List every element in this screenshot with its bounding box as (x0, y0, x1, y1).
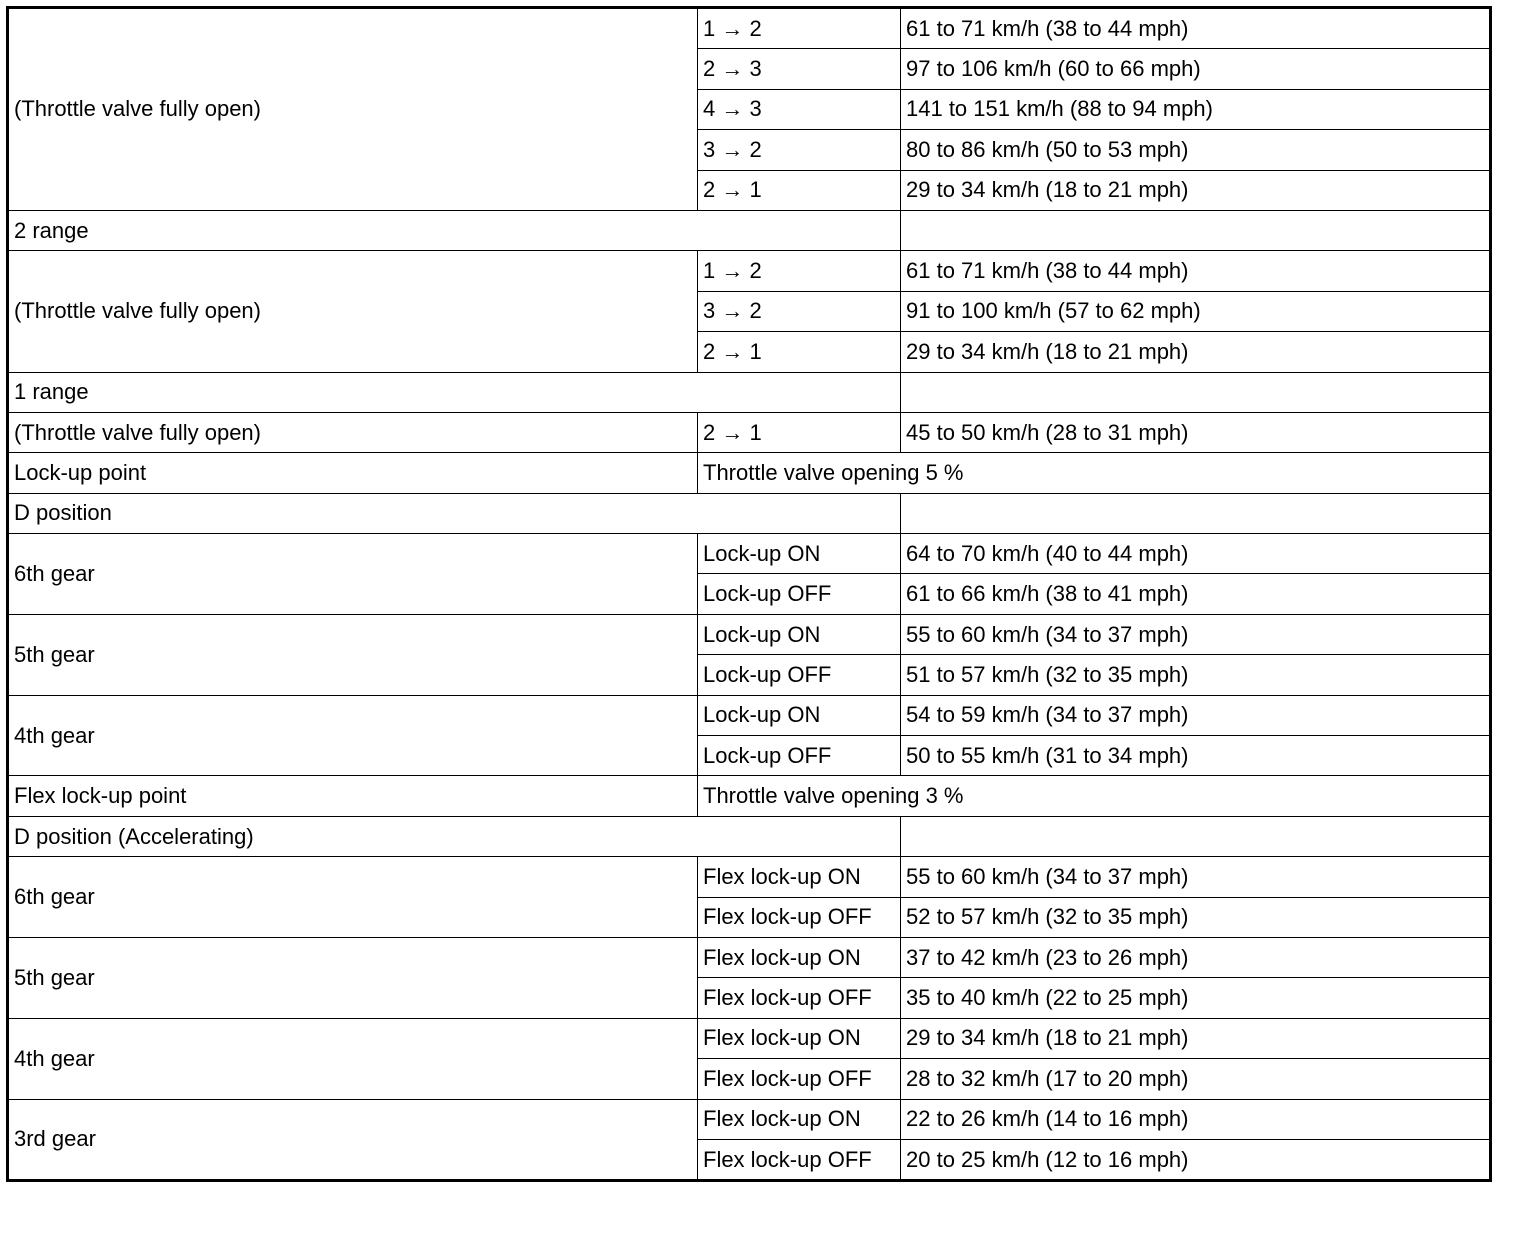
speed-value-cell: 50 to 55 km/h (31 to 34 mph) (901, 736, 1491, 776)
table-row (8, 614, 1491, 654)
speed-value-cell: 80 to 86 km/h (50 to 53 mph) (901, 130, 1491, 170)
condition-label-cell: (Throttle valve fully open) (8, 251, 698, 372)
speed-value-cell: 97 to 106 km/h (60 to 66 mph) (901, 49, 1491, 89)
shift-item-cell: 1 → 2 (698, 8, 901, 49)
speed-value-cell: 20 to 25 km/h (12 to 16 mph) (901, 1139, 1491, 1180)
condition-label-cell: 6th gear (8, 857, 698, 938)
speed-value-cell: 29 to 34 km/h (18 to 21 mph) (901, 332, 1491, 372)
speed-value-cell: 37 to 42 km/h (23 to 26 mph) (901, 937, 1491, 977)
speed-value-cell: 55 to 60 km/h (34 to 37 mph) (901, 857, 1491, 897)
table-row (8, 251, 1491, 291)
section-heading-row (8, 816, 1491, 856)
speed-value-cell: 55 to 60 km/h (34 to 37 mph) (901, 614, 1491, 654)
shift-item-cell: 4 → 3 (698, 89, 901, 129)
lock-up-point-label-cell: Lock-up point (8, 453, 698, 493)
empty-cell (901, 372, 1491, 412)
section-heading-row (8, 493, 1491, 533)
condition-label-cell: (Throttle valve fully open) (8, 8, 698, 211)
shift-item-cell: 1 → 2 (698, 251, 901, 291)
shift-item-cell: 2 → 1 (698, 332, 901, 372)
lock-up-point-row (8, 453, 1491, 493)
section-heading-cell: D position (Accelerating) (8, 816, 901, 856)
section-heading-row (8, 210, 1491, 250)
table-row (8, 695, 1491, 735)
table-row (8, 1018, 1491, 1058)
table-row (8, 937, 1491, 977)
condition-label-cell: 4th gear (8, 695, 698, 776)
empty-cell (901, 776, 1491, 816)
shift-item-cell: Flex lock-up ON (698, 1018, 901, 1058)
speed-value-cell: 61 to 66 km/h (38 to 41 mph) (901, 574, 1491, 614)
condition-label-cell: 5th gear (8, 614, 698, 695)
lock-up-point-label-cell: Flex lock-up point (8, 776, 698, 816)
section-heading-row (8, 372, 1491, 412)
table-row (8, 1099, 1491, 1139)
speed-value-cell: 28 to 32 km/h (17 to 20 mph) (901, 1059, 1491, 1099)
lock-up-point-row (8, 776, 1491, 816)
speed-value-cell: 91 to 100 km/h (57 to 62 mph) (901, 291, 1491, 331)
speed-value-cell: 61 to 71 km/h (38 to 44 mph) (901, 251, 1491, 291)
speed-value-cell: 22 to 26 km/h (14 to 16 mph) (901, 1099, 1491, 1139)
shift-item-cell: Flex lock-up OFF (698, 1059, 901, 1099)
shift-item-cell: Flex lock-up ON (698, 1099, 901, 1139)
shift-item-cell: Flex lock-up ON (698, 937, 901, 977)
shift-item-cell: Lock-up ON (698, 695, 901, 735)
speed-value-cell: 61 to 71 km/h (38 to 44 mph) (901, 8, 1491, 49)
spec-table-body (8, 8, 1491, 1181)
condition-label-cell: (Throttle valve fully open) (8, 412, 698, 452)
shift-point-spec-table (6, 6, 1492, 1182)
empty-cell (901, 493, 1491, 533)
table-row (8, 857, 1491, 897)
speed-value-cell: 52 to 57 km/h (32 to 35 mph) (901, 897, 1491, 937)
shift-item-cell: Flex lock-up OFF (698, 978, 901, 1018)
shift-item-cell: Lock-up OFF (698, 655, 901, 695)
table-row (8, 534, 1491, 574)
empty-cell (901, 210, 1491, 250)
lock-up-point-value-cell: Throttle valve opening 5 % (698, 453, 901, 493)
shift-item-cell: 2 → 3 (698, 49, 901, 89)
section-heading-cell: 1 range (8, 372, 901, 412)
section-heading-cell: 2 range (8, 210, 901, 250)
shift-item-cell: 3 → 2 (698, 291, 901, 331)
speed-value-cell: 29 to 34 km/h (18 to 21 mph) (901, 1018, 1491, 1058)
condition-label-cell: 6th gear (8, 534, 698, 615)
condition-label-cell: 3rd gear (8, 1099, 698, 1181)
table-row (8, 8, 1491, 49)
speed-value-cell: 51 to 57 km/h (32 to 35 mph) (901, 655, 1491, 695)
shift-item-cell: 2 → 1 (698, 170, 901, 210)
shift-item-cell: Flex lock-up ON (698, 857, 901, 897)
speed-value-cell: 29 to 34 km/h (18 to 21 mph) (901, 170, 1491, 210)
speed-value-cell: 64 to 70 km/h (40 to 44 mph) (901, 534, 1491, 574)
shift-item-cell: Flex lock-up OFF (698, 1139, 901, 1180)
shift-item-cell: Lock-up ON (698, 534, 901, 574)
condition-label-cell: 4th gear (8, 1018, 698, 1099)
table-row (8, 412, 1491, 452)
empty-cell (901, 453, 1491, 493)
shift-item-cell: Flex lock-up OFF (698, 897, 901, 937)
section-heading-cell: D position (8, 493, 901, 533)
condition-label-cell: 5th gear (8, 937, 698, 1018)
shift-item-cell: 3 → 2 (698, 130, 901, 170)
lock-up-point-value-cell: Throttle valve opening 3 % (698, 776, 901, 816)
speed-value-cell: 54 to 59 km/h (34 to 37 mph) (901, 695, 1491, 735)
empty-cell (901, 816, 1491, 856)
shift-item-cell: 2 → 1 (698, 412, 901, 452)
shift-item-cell: Lock-up OFF (698, 574, 901, 614)
speed-value-cell: 35 to 40 km/h (22 to 25 mph) (901, 978, 1491, 1018)
speed-value-cell: 45 to 50 km/h (28 to 31 mph) (901, 412, 1491, 452)
shift-item-cell: Lock-up OFF (698, 736, 901, 776)
speed-value-cell: 141 to 151 km/h (88 to 94 mph) (901, 89, 1491, 129)
shift-item-cell: Lock-up ON (698, 614, 901, 654)
